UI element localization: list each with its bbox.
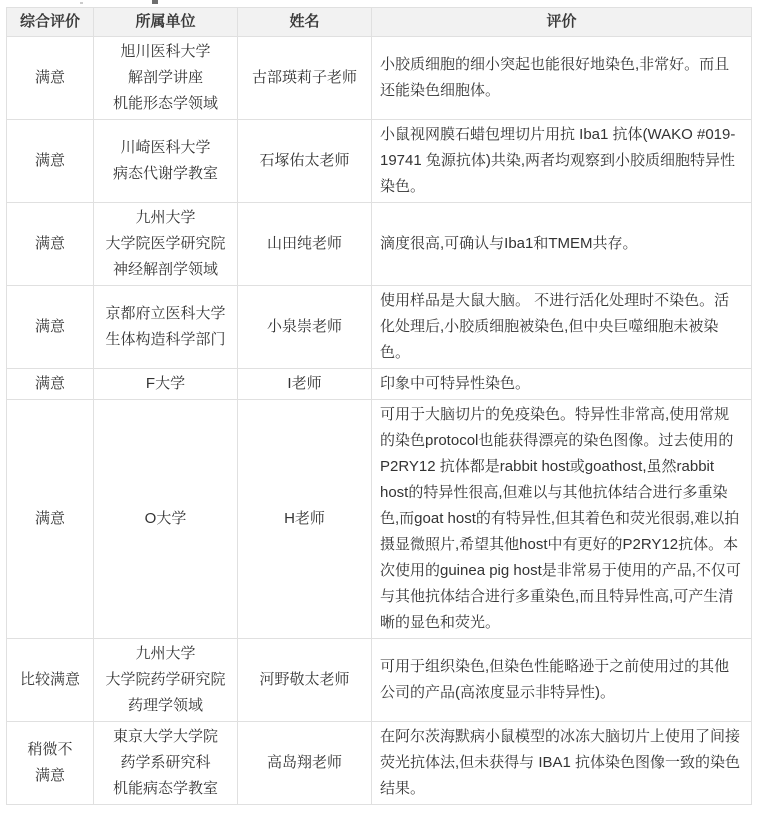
comment-cell: 小鼠视网膜石蜡包埋切片用抗 Iba1 抗体(WAKO #019-19741 兔源抗体)共染,两者均观察到小胶质细胞特异性染色。 bbox=[372, 120, 752, 203]
affiliation-cell: 九州大学 大学院医学研究院 神经解剖学领域 bbox=[94, 203, 238, 286]
comment-cell: 可用于组织染色,但染色性能略逊于之前使用过的其他公司的产品(高浓度显示非特异性)。 bbox=[372, 639, 752, 722]
table-row bbox=[7, 120, 752, 203]
table-row bbox=[7, 639, 752, 722]
name-cell: I老师 bbox=[238, 369, 372, 400]
name-cell: H老师 bbox=[238, 400, 372, 639]
rating-cell: 满意 bbox=[7, 400, 94, 639]
affiliation-cell: 九州大学 大学院药学研究院 药理学领域 bbox=[94, 639, 238, 722]
name-cell: 古部瑛莉子老师 bbox=[238, 37, 372, 120]
table-row bbox=[7, 722, 752, 805]
rating-cell: 满意 bbox=[7, 120, 94, 203]
column-header-name: 姓名 bbox=[238, 8, 372, 37]
name-cell: 山田纯老师 bbox=[238, 203, 372, 286]
affiliation-cell: 京都府立医科大学 生体构造科学部门 bbox=[94, 286, 238, 369]
rating-cell: 满意 bbox=[7, 286, 94, 369]
affiliation-cell: F大学 bbox=[94, 369, 238, 400]
rating-cell: 满意 bbox=[7, 203, 94, 286]
name-cell: 河野敬太老师 bbox=[238, 639, 372, 722]
affiliation-cell: 東京大学大学院 药学系研究科 机能病态学教室 bbox=[94, 722, 238, 805]
column-header-comment: 评价 bbox=[372, 8, 752, 37]
table-row bbox=[7, 286, 752, 369]
name-cell: 小泉崇老师 bbox=[238, 286, 372, 369]
comment-cell: 小胶质细胞的细小突起也能很好地染色,非常好。而且还能染色细胞体。 bbox=[372, 37, 752, 120]
table-row bbox=[7, 37, 752, 120]
comment-cell: 印象中可特异性染色。 bbox=[372, 369, 752, 400]
rating-cell: 满意 bbox=[7, 37, 94, 120]
table-row bbox=[7, 400, 752, 639]
header-row bbox=[7, 8, 752, 37]
affiliation-cell: O大学 bbox=[94, 400, 238, 639]
table-header bbox=[7, 8, 752, 37]
comment-cell: 滴度很高,可确认与Iba1和TMEM共存。 bbox=[372, 203, 752, 286]
comment-cell: 可用于大脑切片的免疫染色。特异性非常高,使用常规的染色protocol也能获得漂亮的染色图像。过去使用的P2RY12 抗体都是rabbit host或goathost,虽然rabbit host的特异性很高,但难以与其他抗体结合进行多重染色,而goat host的有特异性,但其着色和荧光很弱,难以拍摄显微照片,希望其他host中有更好的P2RY12抗体。本次使用的guinea pig host是非常易于使用的产品,不仅可与其他抗体结合进行多重染色,而且特异性高,可产生清晰的显色和荧光。 bbox=[372, 400, 752, 639]
clipped-top-text-fragment bbox=[60, 0, 260, 4]
column-header-affiliation: 所属单位 bbox=[94, 8, 238, 37]
table-row bbox=[7, 369, 752, 400]
table-row bbox=[7, 203, 752, 286]
rating-cell: 满意 bbox=[7, 369, 94, 400]
column-header-rating: 综合评价 bbox=[7, 8, 94, 37]
table-body bbox=[7, 37, 752, 805]
affiliation-cell: 旭川医科大学 解剖学讲座 机能形态学领域 bbox=[94, 37, 238, 120]
rating-cell: 稍微不 满意 bbox=[7, 722, 94, 805]
rating-cell: 比较满意 bbox=[7, 639, 94, 722]
comment-cell: 在阿尔茨海默病小鼠模型的冰冻大脑切片上使用了间接荧光抗体法,但未获得与 IBA1 抗体染色图像一致的染色结果。 bbox=[372, 722, 752, 805]
affiliation-cell: 川崎医科大学 病态代谢学教室 bbox=[94, 120, 238, 203]
name-cell: 高岛翔老师 bbox=[238, 722, 372, 805]
name-cell: 石塚佑太老师 bbox=[238, 120, 372, 203]
comment-cell: 使用样品是大鼠大脑。 不进行活化处理时不染色。活化处理后,小胶质细胞被染色,但中央巨噬细胞未被染色。 bbox=[372, 286, 752, 369]
review-table bbox=[6, 7, 752, 805]
